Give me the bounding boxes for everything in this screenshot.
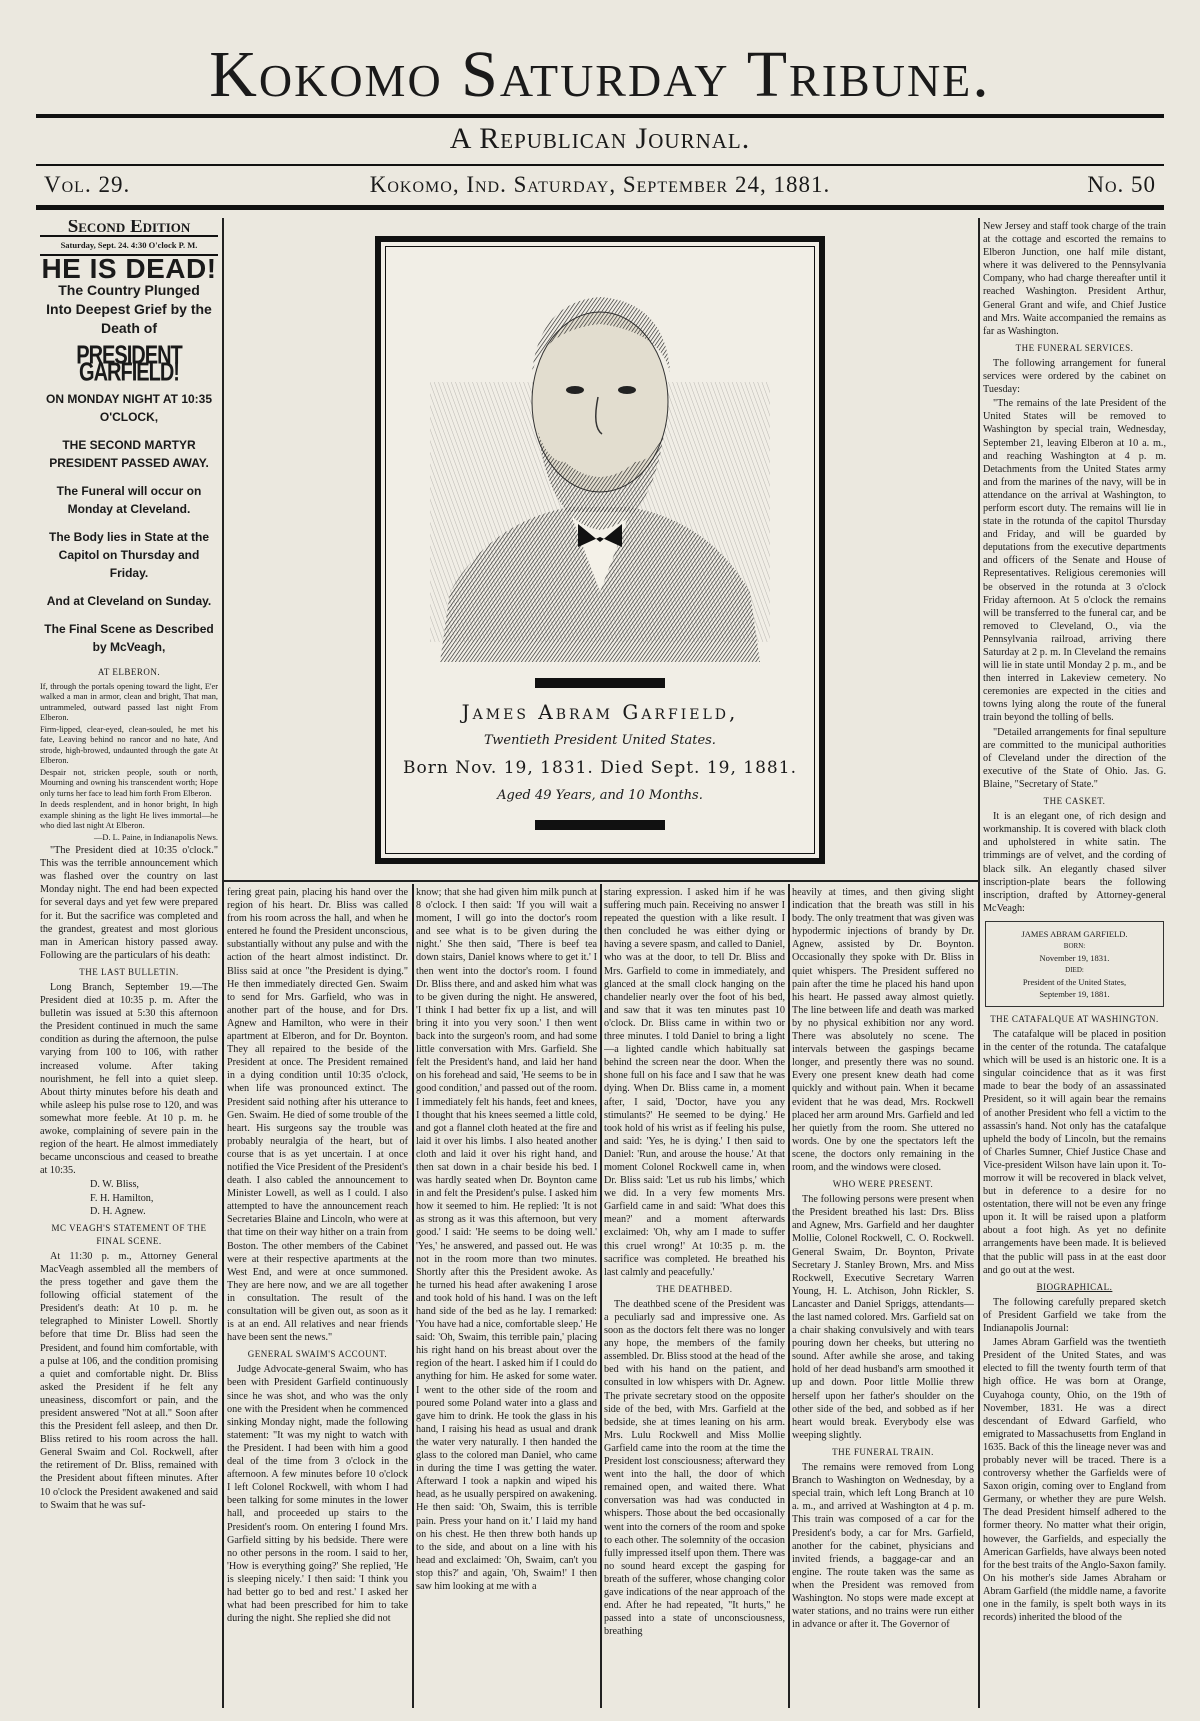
portrait-name: James Abram Garfield, [461,700,739,724]
article-paragraph: Long Branch, September 19.—The President died at 10:35 p. m. After the bulletin was issued at 5:30 this afternoon the President continued in much the same condition as during the afternoon, the pulse varying from 100 to 106, with rather increased volume. After taking nourishment, he fell into a quiet sleep. About thirty minutes before his death and while asleep his pulse rose to 120, and was somewhat more feeble. At 10 p. m. he awoke, complaining of severe pain in the region of the heart. He almost immediately became unconscious and ceased to breathe at 10:35. [40,982,218,1177]
signatures [40,1178,218,1217]
column-divider [788,884,790,1708]
section-heading: THE CATAFALQUE AT WASHINGTON. [990,1013,1159,1024]
poem-stanza: In deeds resplendent, and in honor bright, In high example shining as the light He lives immortal—he who died last night At Elberon. [40,800,218,831]
portrait-dates: Born Nov. 19, 1831. Died Sept. 19, 1881. [403,758,797,778]
article-paragraph: know; that she had given him milk punch at 8 o'clock. I then said: 'If you will wait a moment, I will go into the doctor's room and see what is to be given during the night.' She then said, 'There is beef tea down stairs, Daniel knows where to get it.' I then went into the doctor's room. I found Dr. Bliss there, and and asked him what was to be given during the night. He answered, 'I think I had better fix up a list, and will bring it into you very soon.' I then went back into the surgeon's room, and had some little conversation with Mrs. Garfield. She felt the President's hand, and laid her hand on his forehead and said, 'He seems to be in good condition,' and passed out of the room. I immediately felt his hands, feet and knees, I thought that his knees seemed a little cold, and got a flannel cloth heated at the fire and laid it over his limbs. I also heated another cloth and laid it over his right hand, and then sat down in a chair beside his bed. I was hardly seated when Dr. Boynton came in and felt the President's pulse. I asked him how it seemed to him. He replied: 'It is not as strong as it was this afternoon, but very good.' I said: 'He seems to be doing well.' 'Yes,' he answered, and passed out. He was not in the room more than two minutes. Shortly after this the President awoke. As he turned his head after awakening I arose and took hold of his hand. I was on the left hand side of the bed as he lay. I remarked: 'You have had a nice, comfortable sleep.' He said: 'Oh, Swaim, this terrible pain,' placing his right hand on his breast about over the region of the heart. I asked him if I could do anything for him. He asked for some water. I went to the other side of the room and poured some Poland water into a glass and gave him to drink. He took the glass in his hand, I raising his head as usual and drank the water very naturally. I then handed the glass to the colored man Daniel, who came in during the time I was getting the water. Afterward I took a napkin and wiped his head, as he usually perspired on awakening. He then said: 'Oh, Swaim, this is terrible pain. Press your hand on it.' I laid my hand on his chest. He then threw both hands up to the side, and about on a line with his head and exclaimed: 'Oh, Swaim, can't you stop this?' and again, 'Oh, Swaim!' I then saw him looking at me with a [416,887,597,1592]
poem-stanza: Despair not, stricken people, south or north, Mourning and owning his transcendent worth; Hope only turns her face to lead him forth From Elberon. [40,767,218,798]
article-paragraph: "Detailed arrangements for final sepulture are committed to the municipal authorities of Cleveland under the direction of the executive of the State of Ohio. Jas. G. Blaine, "Secretary of State." [983,726,1166,790]
issue-number: No. 50 [1087,172,1156,197]
portrait-age: Aged 49 Years, and 10 Months. [497,788,703,803]
article-paragraph: "The remains of the late President of the United States will be removed to Washington by special train, Wednesday, September 21, leaving Elberon at 10 a. m., and reaching Washington at 4 p. m. Detachments from the United States army and from the marines of the navy, will be in attendance on the arrival at Washington, to perform escort duty. The remains will lie in state in the rotunda of the capitol Thursday and Friday, and will be guarded by deputations from the executive departments and officers of the Senate and House of Representatives. Religious ceremonies will be observed in the rotunda at 3 o'clock Friday afternoon. At 5 o'clock the remains will be transferred to the funeral car, and be removed to Cleveland, O., via the Pennsylvania railroad, arriving there Saturday at 2 p. m. In Cleveland the remains will lie in state until Monday 2 p. m., and be then interred in Lakeview cemetery. No ceremonies are expected in the cities and towns lying along the route of the funeral train beyond the tolling of bells. [983,398,1166,724]
deck-1: The Country Plunged Into Deepest Grief by the Death of [46,282,212,337]
section-heading: THE FUNERAL TRAIN. [832,1446,934,1457]
edition-time: Saturday, Sept. 24. 4:30 O'clock P. M. [40,237,218,256]
headline: HE IS DEAD! [41,253,217,285]
article-paragraph: fering great pain, placing his hand over the region of his heart. Dr. Bliss was called from his room across the hall, and when he entered he found the President unconscious, substantially without any pulse and with the action of the heart almost indistinct. Dr. Bliss said at once "the President is dying." He then immediately directed Gen. Swaim to send for Mrs. Garfield, who was in another part of the house, and for Drs. Agnew and Hamilton, who were in their apartment at Elberon, and for Dr. Boynton. They all repaired to the beside of the President at once. The President remained in a dying condition until 10:35 o'clock, when life was pronounced extinct. The President said nothing after his utterance to Gen. Swaim. He died of some trouble of the heart. His surgeons say the trouble was probably neuralgia of the heart, but of course that is as yet uncertain. I at once notified the Vice President of the President's death. I also cabled the announcement to Minister Lowell, as well as I could. I also attempted to have the announcement reach Secretaries Blaine and Lincoln, who were at that time on their way hither on a train from Boston. The other members of the Cabinet were at their respective apartments at the West End, and were at once summoned. They are here now, and we are all together in consultation. The result of the consultation will be given out, as soon as it is at an end. All relatives and near friends have been sent the news." [227,887,408,1344]
article-paragraph: New Jersey and staff took charge of the train at the cottage and escorted the remains to Elberon Junction, one half mile distant, where it was delivered to the Pennsylvania Company, who had charge thereafter until it reached Washington. President Arthur, General Grant and wife, and Chief Justice and Mrs. Waite accompanied the remains as far as Washington. [983,221,1166,337]
section-heading: THE DEATHBED. [656,1283,733,1294]
left-column [40,220,218,1710]
deck-6: The Body lies in State at the Capitol on Thursday and Friday. [48,530,210,581]
article-paragraph: It is an elegant one, of rich design and workmanship. It is covered with black cloth and upholstered in white satin. The trimmings are of velvet, and the cording of black silk. An elegantly chased silver inscription-plate bears the following inscription, drafted by Attorney-general McVeagh: [983,811,1166,914]
plate-died-label: DIED: [1065,965,1084,974]
article-paragraph: The remains were removed from Long Branch to Washington on Wednesday, by a special train, which left Long Branch at 10 a. m., and arrived at Washington at 4 p. m. This train was composed of a car for the President's body, a car for Mrs. Garfield, another for the cabinet, physicians and invited friends, a baggage-car and an engine. The route taken was the same as when the President was removed from Washington. No stops were made except at water stations, and no trains were run either in advance or after it. The Governor of [792,1462,974,1631]
bottom-column-4 [792,886,974,1708]
caption-bar-bottom [535,820,665,830]
section-heading: BIOGRAPHICAL. [1036,1281,1113,1292]
article-paragraph: "The President died at 10:35 o'clock." This was the terrible announcement which was flashed over the country on last Monday night. The end had been expected for several days and yet few were prepared for it. But the sacrifice was completed and the grandest, greatest and most glorious man in American history passed away. Following are the particulars of his death: [40,845,218,961]
volume-label: Vol. 29. [44,172,131,197]
bottom-column-1 [227,886,408,1708]
column-divider [222,218,224,1708]
section-heading: WHO WERE PRESENT. [832,1179,934,1190]
column-divider [600,884,602,1708]
article-paragraph: James Abram Garfield was the twentieth President of the United States, and was elected to fill the twenty fourth term of that high office. He was born at Orange, Cuyahoga county, Ohio, on the 19th of November, 1831. He was a direct descendant of Edward Garfield, who emigrated to Massachusetts from England in 1635. Back of this the lineage never was and probably never will be traced. There is a controversy whether the Garfields were of Saxon origin, coming over to England from Germany, or whether they are pure Welsh. The dead President himself adhered to the former theory. No matter what their origin, however, the Garfields, and especially the American Garfields, have always been noted for the best traits of the Anglo-Saxon family. On his mother's side James Abraham or Abram Garfield (the middle name, a favorite one in the family, is spelt both ways in its records) inherited the blood of the [983,1337,1166,1624]
plate-born: November 19, 1831. [1039,952,1110,963]
section-heading: MC VEAGH'S STATEMENT OF THE FINAL SCENE. [51,1222,207,1246]
signature: D. W. Bliss, [90,1179,139,1191]
section-heading: THE LAST BULLETIN. [79,966,179,977]
deck-3: ON MONDAY NIGHT AT 10:35 O'CLOCK, [45,392,213,425]
garfield-portrait-engraving [420,262,780,662]
article-paragraph: At 11:30 p. m., Attorney General MacVeagh assembled all the members of the press together and gave them the following official statement of the President's death: At 10 p. m. he telegraphed to Minister Lowell. Shortly before that time Dr. Bliss had seen the President, and found him comfortable, with a pulse at 106, and the condition promising a quiet and comfortable night. Dr. Bliss asked the President if he felt any uneasiness, discomfort or pain, and the president answered "Not at all." Soon after this the President fell asleep, and then Dr. Bliss retired to his room across the hall. General Swaim and Col. Rockwell, after the retirement of Dr. Bliss, remained with the President about fifteen minutes. After 10 o'clock the President awakened and said to Swaim that he was suf- [40,1250,218,1511]
dateline-bottom-rule [36,205,1164,210]
article-paragraph: The following arrangement for funeral services were ordered by the cabinet on Tuesday: [983,357,1166,396]
deck-7: And at Cleveland on Sunday. [46,594,212,609]
plate-office: President of the United States, [1022,976,1127,987]
bottom-column-3 [604,886,785,1708]
dateline-top-rule [36,164,1164,166]
article-paragraph: The deathbed scene of the President was a peculiarly sad and impressive one. As soon as the doctors felt there was no longer any hope, the members of the family assembled. Dr. Bliss stood at the head of the bed with his hand on the patient, and consulted in low whispers with Dr. Agnew. The private secretary stood on the opposite side of the bed, with Mrs. Garfield at the bedside, she at times leaning on his arm. Mrs. Lulu Rockwell and Miss Mollie Garfield came into the room at the time the President lost consciousness; afterward they went into the hall, the door of which remained open, and waited there. What conversation was had was conducted in whispers. Those about the bed occasionally went into the corners of the room and spoke to each other. The solemnity of the occasion fully impressed itself upon them. There was no sound heard except the gasping for breath of the sufferer, whose changing color gave indications of the near approach of the end. After he had repeated, "It hurts," he passed into a state of unconsciousness, breathing [604,1298,785,1638]
poem [40,682,218,844]
plate-died: September 19, 1881. [1039,988,1110,999]
article-paragraph: The following persons were present when the President breathed his last: Drs. Bliss and Agnew, Mrs. Garfield and her daughter Mollie, Colonel Rockwell, C. O. Rockwell. General Swaim, Dr. Boynton, Private Secretary J. Stanley Brown, Mrs. and Miss Rockwell, Executive Secretary Warren Young, H. L. Atchison, John Rickler, S. Lancaster and Daniel Spriggs, attendants—the last named colored. Mrs. Garfield sat on a chair shaking convulsively and with tears pouring down her cheeks, but uttering no sound. After awhile she arose, and taking hold of her dead husband's arm smoothed it up and down. Poor little Mollie threw herself upon her father's shoulder on the other side of the bed, and sobbed as if her heart would break. Everybody else was weeping slightly. [792,1194,974,1441]
section-divider [224,880,978,882]
poem-title: AT ELBERON. [97,667,161,678]
portrait-title: Twentieth President United States. [484,733,716,748]
poem-stanza: If, through the portals opening toward the light, E'er walked a man in armor, clean and bright, That man, untrammeled, outward passed last night From Elberon. [40,681,218,723]
section-heading: THE FUNERAL SERVICES. [1015,342,1134,353]
article-paragraph: staring expression. I asked him if he was suffering much pain. Receiving no answer I repeated the question with a like result. I then concluded he was either dying or having a severe spasm, and called to Daniel, who was at the door, to tell Dr. Bliss and Mrs. Garfield to come in immediately, and glanced at the small clock hanging on the chandelier nearly over the foot of his bed, and saw that it was ten minutes past 10 o'clock. Dr. Bliss came in within two or three minutes. I told Daniel to bring a light—a lighted candle which habitually sat behind the screen near the door. When the shone full on his face and I saw that he was dying. When Dr. Bliss came in, a moment after, I said, 'Doctor, have you any stimulants?' He seemed to be dying.' He took hold of his wrist as if feeling his pulse, and said: 'Yes, he is dying.' I then said to Daniel: 'Run, and arouse the house.' At that moment Colonel Rockwell came in, when Dr. Bliss said: 'Let us rub his limbs,' which we did. In a very few moments Mrs. Garfield came in and said: 'What does this mean?' and a moment afterwards exclaimed: 'Oh, why am I made to suffer this cruel wrong!' At 10:35 p. m. the sacrifice was completed. He breathed his last calmly and peacefully.' [604,887,785,1278]
column-divider [412,884,414,1708]
poem-stanza: Firm-lipped, clear-eyed, clean-souled, he met his fate, Leaving behind no rancor and no hate, And strode, high-browed, undaunted through the gate At Elberon. [40,724,218,766]
column-divider [978,218,980,1708]
deck-4: THE SECOND MARTYR PRESIDENT PASSED AWAY. [49,438,209,471]
masthead-title: Kokomo Saturday Tribune. [209,38,991,111]
section-heading: THE CASKET. [1043,796,1106,807]
deck-5: The Funeral will occur on Monday at Cleveland. [56,484,202,517]
deck-8: The Final Scene as Described by McVeagh, [44,622,214,655]
section-heading: GENERAL SWAIM'S ACCOUNT. [247,1349,388,1360]
deck-2: PRESIDENT GARFIELD! [76,341,182,388]
bottom-column-2 [416,886,597,1708]
right-column [983,220,1166,1710]
plate-born-label: BORN: [1063,941,1086,950]
article-paragraph: heavily at times, and then giving slight indication that the breath was still in his body. The only treatment that was given was hypodermic injections of brandy by Dr. Agnew, assisted by Dr. Boynton. Occasionally they spoke with Dr. Bliss in quiet whispers. The President suffered no pain after the time he placed his hand upon his heart. He passed away almost quietly. The line between life and death was marked by no physical exhibition nor any word. There was absolutely no scene. The intervals between the gaspings became longer, and presently there was no sound. Every one present knew death had come quickly and without pain. When it became evident that he was dead, Mrs. Rockwell placed her arm around Mrs. Garfield and led her quietly from the room. She uttered no words. One by one the spectators left the scene, the doctors only remaining in the room, and the windows were closed. [792,887,974,1173]
article-paragraph: The following carefully prepared sketch of President Garfield we take from the Indianapolis Journal: [983,1296,1166,1335]
signature: D. H. Agnew. [90,1205,146,1217]
plate-name: JAMES ABRAM GARFIELD. [1021,928,1128,939]
masthead-rule [36,114,1164,118]
dateline: Kokomo, Ind. Saturday, September 24, 1881. [369,172,831,197]
article-paragraph: The catafalque will be placed in position in the center of the rotunda. The catafalque which will be used is an historic one. It is a singular coincidence that as it was first made to bear the body of an assassinated President, so it will again bear the remains of another President who fell a victim to the assassin's hand. Not only has the catafalque upheld the body of Lincoln, but the remains of Charles Sumner, Chief Justice Chase and Vice-president Wilson have lain upon it. To-morrow it will be recovered in black velvet, but in deference to a desire for no ostentation, there will not be even any fringe upon it. It will be raised upon a platform about a foot high. As yet no definite arrangements have been made. It is believed that the public will pass in at the east door and go out at the west. [983,1028,1166,1276]
poem-credit: —D. L. Paine, in Indianapolis News. [94,832,218,842]
masthead-subtitle: A Republican Journal. [449,122,751,155]
signature: F. H. Hamilton, [90,1192,154,1204]
caption-bar-top [535,678,665,688]
article-paragraph: Judge Advocate-general Swaim, who has been with President Garfield continuously since he was shot, and who was the only one with the President when he commenced sinking Monday night, made the following statement: "It was my night to watch with the President. I had been with him a good deal of the time from 3 o'clock in the afternoon. A few minutes before 10 o'clock I left Colonel Rockwell, with whom I had been talking for some minutes in the lower hall, and proceeded up stairs to the President's room. On entering I found Mrs. Garfield sitting by his bedside. There were no other persons in the room. I said to her, 'How is everything going?' She replied, 'He is sleeping nicely.' I then said: 'I think you had better go to bed and rest.' I asked her what had been prescribed for him to take during the night. She replied she did not [227,1364,408,1625]
edition-label: Second Edition [40,220,218,237]
inscription-plate [985,921,1164,1007]
